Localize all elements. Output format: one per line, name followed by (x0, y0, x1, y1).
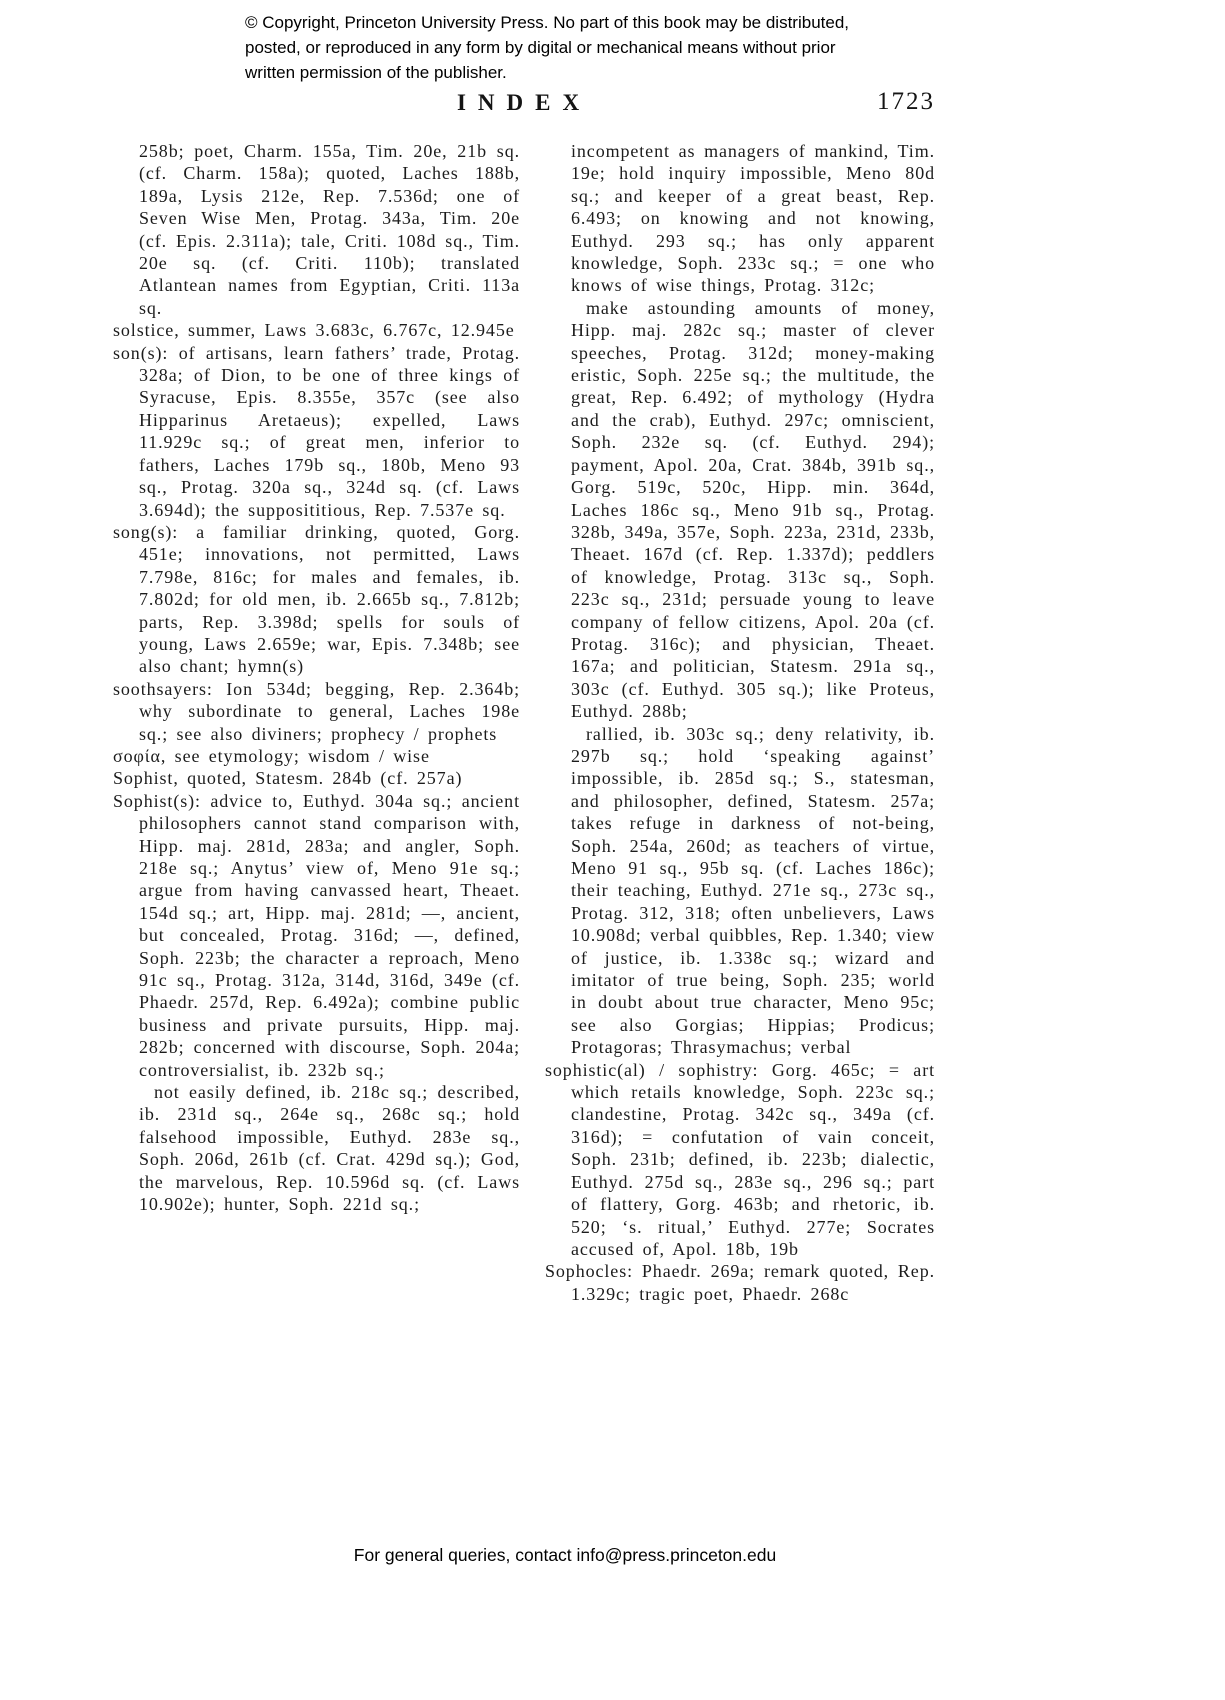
index-paragraph: son(s): of artisans, learn fathers’ trade, Protag. 328a; of Dion, to be one of three kings of Syracuse, Epis. 8.355e, 357c (see also Hipparinus Aretaeus); expelled, Laws 11.929c sq.; of great men, inferior to fathers, Laches 179b sq., 180b, Meno 93 sq., Protag. 320a sq., 324d sq. (cf. Laws 3.694d); the supposititious, Rep. 7.537e sq. (113, 342, 520, 520)
index-columns (113, 140, 935, 1305)
index-paragraph: σοφία, see etymology; wisdom / wise (113, 745, 430, 766)
index-paragraph: song(s): a familiar drinking, quoted, Gorg. 451e; innovations, not permitted, Laws 7.798e, 816c; for males and females, ib. 7.802d; for old men, ib. 2.665b sq., 7.812b; parts, Rep. 3.398d; spells for souls of young, Laws 2.659e; war, Epis. 7.348b; see also chant; hymn(s) (113, 521, 520, 677)
page-header (113, 90, 935, 120)
index-paragraph: solstice, summer, Laws 3.683c, 6.767c, 12.945e (113, 320, 515, 341)
index-title: INDEX (456, 90, 592, 115)
index-paragraph: sophistic(al) / sophistry: Gorg. 465c; = art which retails knowledge, Soph. 223c sq.; clandestine, Protag. 342c sq., 349a (cf. 316d); = confutation of vain conceit, Soph. 231b; defined, ib. 223b; dialectic, Euthyd. 275d sq., 283e sq., 296 sq.; part of flattery, Gorg. 463b; and rhetoric, ib. 520; ‘s. ritual,’ Euthyd. 277e; Socrates accused of, Apol. 18b, 19b (545, 1059, 935, 1259)
index-paragraph: Sophist(s): advice to, Euthyd. 304a sq.; ancient philosophers cannot stand comparison with, Hipp. maj. 281d, 283a; and angler, Soph. 218e sq.; Anytus’ view of, Meno 91e sq.; argue from having canvassed heart, Theaet. 154d sq.; art, Hipp. maj. 281d; —, ancient, but concealed, Protag. 316d; —, defined, Soph. 223b; the character a reproach, Meno 91c sq., Protag. 312a, 314d, 316d, 349e (cf. Phaedr. 257d, Rep. 6.492a); combine public business and private pursuits, Hipp. maj. 282b; concerned with discourse, Soph. 204a; controversialist, ib. 232b sq.; (113, 790, 520, 1080)
index-paragraph: 258b; poet, Charm. 155a, Tim. 20e, 21b sq. (cf. Charm. 158a); quoted, Laches 188b, 189a, Lysis 212e, Rep. 7.536d; one of Seven Wise Men, Protag. 343a, Tim. 20e (cf. Epis. 2.311a); tale, Criti. 108d sq., Tim. 20e sq. (cf. Criti. 110b); translated Atlantean names from Egyptian, Criti. 113a sq. (139, 141, 520, 318)
index-paragraph: soothsayers: Ion 534d; begging, Rep. 2.364b; why subordinate to general, Laches 198e sq.; see also diviners; prophecy / prophets (113, 678, 520, 744)
copyright-notice: © Copyright, Princeton University Press. No part of this book may be distributed, posted, or reproduced in any form by digital or mechanical means without prior written permission of the publisher. (245, 13, 850, 82)
index-paragraph: not easily defined, ib. 218c sq.; described, ib. 231d sq., 264e sq., 268c sq.; hold falsehood impossible, Euthyd. 283e sq., Soph. 206d, 261b (cf. Crat. 429d sq.); God, the marvelous, Rep. 10.596d sq. (cf. Laws 10.902e); hunter, Soph. 221d sq.; (139, 1082, 520, 1215)
index-column-right (545, 140, 935, 1305)
page-footer: For general queries, contact info@press.princeton.edu (353, 1545, 777, 1565)
index-paragraph: incompetent as managers of mankind, Tim. 19e; hold inquiry impossible, Meno 80d sq.; and keeper of a great beast, Rep. 6.493; on knowing and not knowing, Euthyd. 293 sq.; has only apparent knowledge, Soph. 233c sq.; = one who knows of wise things, Protag. 312c; (571, 141, 935, 296)
index-paragraph: make astounding amounts of money, Hipp. maj. 282c sq.; master of clever speeches, Protag. 312d; money-making eristic, Soph. 225e sq.; the multitude, the great, Rep. 6.492; of mythology (Hydra and the crab), Euthyd. 297c; omniscient, Soph. 232e sq. (cf. Euthyd. 294); payment, Apol. 20a, Crat. 384b, 391b sq., Gorg. 519c, 520c, Hipp. min. 364d, Laches 186c sq., Meno 91b sq., Protag. 328b, 349a, 357e, Soph. 223a, 231d, 233b, Theaet. 167d (cf. Rep. 1.337d); peddlers of knowledge, Protag. 313c sq., Soph. 223c sq., 231d; persuade young to leave company of fellow citizens, Apol. 20a (cf. Protag. 316c); and physician, Theaet. 167a; and politician, Statesm. 291a sq., 303c (cf. Euthyd. 305 sq.); like Proteus, Euthyd. 288b; (571, 297, 935, 722)
index-paragraph: Sophocles: Phaedr. 269a; remark quoted, Rep. 1.329c; tragic poet, Phaedr. 268c (545, 1261, 935, 1304)
page-number: 1723 (877, 88, 935, 115)
index-column-left (113, 140, 520, 1305)
index-paragraph: Sophist, quoted, Statesm. 284b (cf. 257a) (113, 768, 463, 789)
index-paragraph: rallied, ib. 303c sq.; deny relativity, ib. 297b sq.; hold ‘speaking against’ impossible, ib. 285d sq.; S., statesman, and philosopher, defined, Statesm. 257a; takes refuge in darkness of not-being, Soph. 254a, 260d; as teachers of virtue, Meno 91 sq., 95b sq. (cf. Laches 186c); their teaching, Euthyd. 271e sq., 273c sq., Protag. 312, 318; often unbelievers, Laws 10.908d; verbal quibbles, Rep. 1.340; view of justice, ib. 1.338c sq.; wizard and imitator of true being, Soph. 235; world in doubt about true character, Meno 95c; see also Gorgias; Hippias; Prodicus; Protagoras; Thrasymachus; verbal (571, 723, 935, 1058)
